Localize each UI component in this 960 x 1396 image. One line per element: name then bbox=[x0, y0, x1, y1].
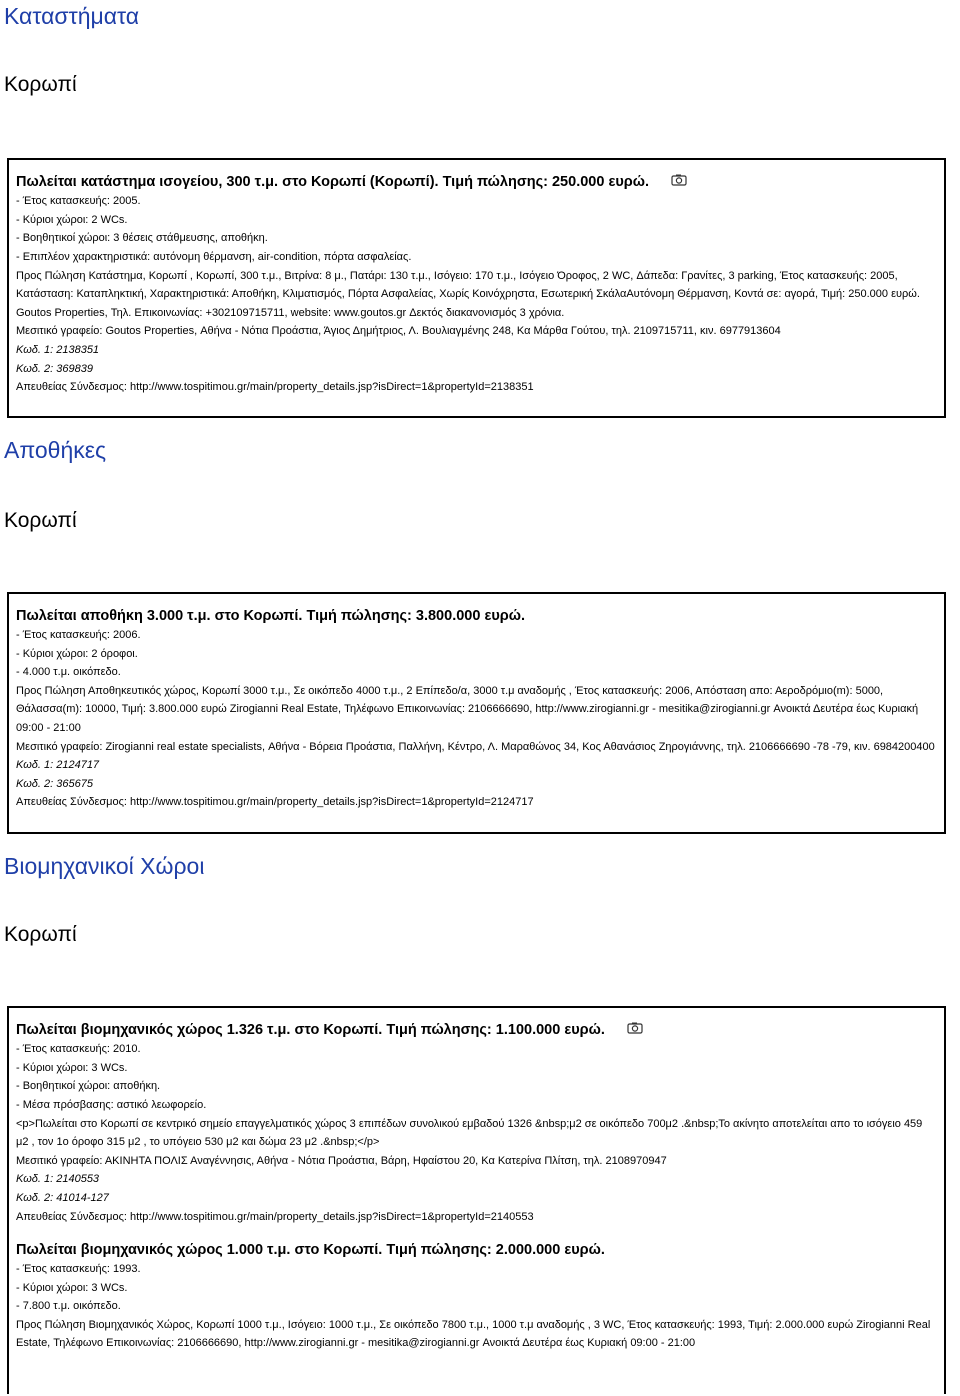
listing-code-2: Κωδ. 2: 369839 bbox=[16, 362, 93, 375]
listing-office: Μεσιτικό γραφείο: ΑΚΙΝΗΤΑ ΠΟΛΙΣ Αναγέννησις, Αθήνα - Νότια Προάστια, Βάρη, Ηφαίστου 20, Κα Κατερίνα Πλίτση, τηλ. 2108970947 bbox=[16, 1154, 667, 1167]
listing-bullet: - Βοηθητικοί χώροι: αποθήκη. bbox=[16, 1080, 161, 1093]
listing-card bbox=[7, 158, 946, 418]
listing-title[interactable]: Πωλείται αποθήκη 3.000 τ.μ. στο Κορωπί. Τιμή πώλησης: 3.800.000 ευρώ. bbox=[16, 608, 526, 624]
listing-bullet: - Έτος κατασκευής: 2006. bbox=[16, 629, 141, 641]
section-title-warehouses: Αποθήκες bbox=[4, 437, 107, 463]
listing-bullet: - 4.000 τ.μ. οικόπεδο. bbox=[16, 666, 121, 679]
listing-link[interactable]: Απευθείας Σύνδεσμος: http://www.tospitimou.gr/main/property_details.jsp?isDirect=1&propertyId=2124717 bbox=[16, 796, 534, 809]
listing-bullet: - Βοηθητικοί χώροι: 3 θέσεις στάθμευσης, αποθήκη. bbox=[16, 232, 268, 245]
area-title: Κορωπί bbox=[4, 923, 77, 946]
listing-title[interactable]: Πωλείται βιομηχανικός χώρος 1.326 τ.μ. στο Κορωπί. Τιμή πώλησης: 1.100.000 ευρώ. bbox=[16, 1020, 936, 1040]
listing-bullet: - 7.800 τ.μ. οικόπεδο. bbox=[16, 1300, 121, 1313]
listing-code-2: Κωδ. 2: 365675 bbox=[16, 777, 93, 790]
listing-bullet: - Κύριοι χώροι: 2 WCs. bbox=[16, 213, 128, 226]
listing-link[interactable]: Απευθείας Σύνδεσμος: http://www.tospitimou.gr/main/property_details.jsp?isDirect=1&propertyId=2138351 bbox=[16, 381, 534, 394]
section-title-stores: Καταστήματα bbox=[4, 3, 140, 29]
listing-bullet: - Μέσα πρόσβασης: αστικό λεωφορείο. bbox=[16, 1098, 207, 1111]
listing-link[interactable]: Απευθείας Σύνδεσμος: http://www.tospitimou.gr/main/property_details.jsp?isDirect=1&propertyId=2140553 bbox=[16, 1210, 534, 1223]
listing-bullet: - Έτος κατασκευής: 2005. bbox=[16, 195, 141, 208]
listing-code-1: Κωδ. 1: 2138351 bbox=[16, 343, 100, 356]
camera-icon[interactable] bbox=[627, 1020, 643, 1040]
listing-group bbox=[7, 1006, 946, 1396]
listing-title[interactable]: Πωλείται βιομηχανικός χώρος 1.000 τ.μ. στο Κορωπί. Τιμή πώλησης: 2.000.000 ευρώ. bbox=[16, 1242, 605, 1259]
listing-description: Προς Πώληση Κατάστημα, Κορωπί , Κορωπί, 300 τ.μ., Βιτρίνα: 8 μ., Πατάρι: 130 τ.μ., Ισόγειο: 170 τ.μ., Ισόγειο Όροφος, 2 WC, Δάπεδα: Γρανίτες, 3 parking, Έτος κατασκευής: 2005, Κατάσταση: Καταπληκτική, Χαρακτηριστικά: Αποθήκη, Κλιματισμός, Πόρτα Ασφαλείας, Χωρίς Κοινόχρηστα, Εσωτερική ΣκάλαΑυτόνομη Θέρμανση, Κοντά σε: αγορά, Τιμή: 250.000 ευρώ. Goutos Properties, Τηλ. Επικοινωνίας: +302109715711, website: www.goutos.gr Δεκτός διακανονισμός 3 χρόνια. bbox=[16, 269, 920, 319]
listing-bullet: - Επιπλέον χαρακτηριστικά: αυτόνομη θέρμανση, air-condition, πόρτα ασφαλείας. bbox=[16, 250, 412, 263]
listing-description: Προς Πώληση Βιομηχανικός Χώρος, Κορωπί 1000 τ.μ., Ισόγειο: 1000 τ.μ., Σε οικόπεδο 7800 τ.μ., 1000 τ.μ αναδομής , 3 WC, Έτος κατασκευής: 1993, Τιμή: 2.000.000 ευρώ Zirogianni Real Estate, Τηλέφωνο Επικοινωνίας: 2106666690, http://www.zirogianni.gr - mesitika@zirogianni.gr Ανοικτά Δευτέρα έως Κυριακή 09:00 - 21:00 bbox=[16, 1318, 931, 1350]
listing-bullet: - Έτος κατασκευής: 2010. bbox=[16, 1043, 141, 1056]
section-title-industrial: Βιομηχανικοί Χώροι bbox=[4, 853, 205, 879]
listing-office: Μεσιτικό γραφείο: Goutos Properties, Αθήνα - Νότια Προάστια, Άγιος Δημήτριος, Λ. Βουλιαγμένης 248, Κα Μάρθα Γούτου, τηλ. 2109715711, κιν. 6977913604 bbox=[16, 325, 781, 338]
listing-code-2: Κωδ. 2: 41014-127 bbox=[16, 1191, 109, 1204]
listing-card bbox=[16, 1020, 936, 1226]
listing-office: Μεσιτικό γραφείο: Zirogianni real estate specialists, Αθήνα - Βόρεια Προάστια, Παλλήνη, Κέντρο, Λ. Μαραθώνος 34, Κος Αθανάσιος Ζηρογιάννης, τηλ. 2106666690 -78 -79, κιν. 6984200400 bbox=[16, 740, 935, 753]
box-border-right bbox=[944, 1006, 946, 1394]
listing-card bbox=[16, 1240, 936, 1353]
area-title: Κορωπί bbox=[4, 73, 77, 96]
listing-bullet: - Κύριοι χώροι: 3 WCs. bbox=[16, 1061, 128, 1074]
listing-description: Προς Πώληση Αποθηκευτικός χώρος, Κορωπί 3000 τ.μ., Σε οικόπεδο 4000 τ.μ., 2 Επίπεδο/α, 3000 τ.μ αναδομής , Έτος κατασκευής: 2006, Απόσταση απο: Αεροδρόμιο(m): 5000, Θάλασσα(m): 10000, Τιμή: 3.800.000 ευρώ Zirogianni Real Estate, Τηλέφωνο Επικοινωνίας: 2106666690, http://www.zirogianni.gr - mesitika@zirogianni.gr Ανοικτά Δευτέρα έως Κυριακή 09:00 - 21:00 bbox=[16, 684, 919, 734]
listing-description: <p>Πωλείται στο Κορωπί σε κεντρικό σημείο επαγγελματικός χώρος 3 επιπέδων συνολικού εμβαδού 1326 &nbsp;μ2 σε οικόπεδο 700μ2 .&nbsp;Το ακίνητο αποτελείται απο το ισόγειο 459 μ2 , τον 1ο όροφο 315 μ2 , το υπόγειο 530 μ2 και δώμα 23 μ2 .&nbsp;</p> bbox=[16, 1117, 923, 1149]
listing-bullet: - Έτος κατασκευής: 1993. bbox=[16, 1263, 141, 1276]
listing-card bbox=[7, 592, 946, 834]
area-title: Κορωπί bbox=[4, 509, 77, 532]
camera-icon[interactable] bbox=[671, 172, 687, 192]
listing-bullet: - Κύριοι χώροι: 2 όροφοι. bbox=[16, 647, 138, 660]
listing-code-1: Κωδ. 1: 2140553 bbox=[16, 1173, 100, 1186]
listing-code-1: Κωδ. 1: 2124717 bbox=[16, 759, 100, 772]
box-border-top bbox=[7, 1006, 946, 1008]
listing-title[interactable]: Πωλείται κατάστημα ισογείου, 300 τ.μ. στο Κορωπί (Κορωπί). Τιμή πώλησης: 250.000 ευρώ. bbox=[16, 172, 936, 192]
box-border-left bbox=[7, 1006, 9, 1394]
listing-bullet: - Κύριοι χώροι: 3 WCs. bbox=[16, 1281, 128, 1294]
